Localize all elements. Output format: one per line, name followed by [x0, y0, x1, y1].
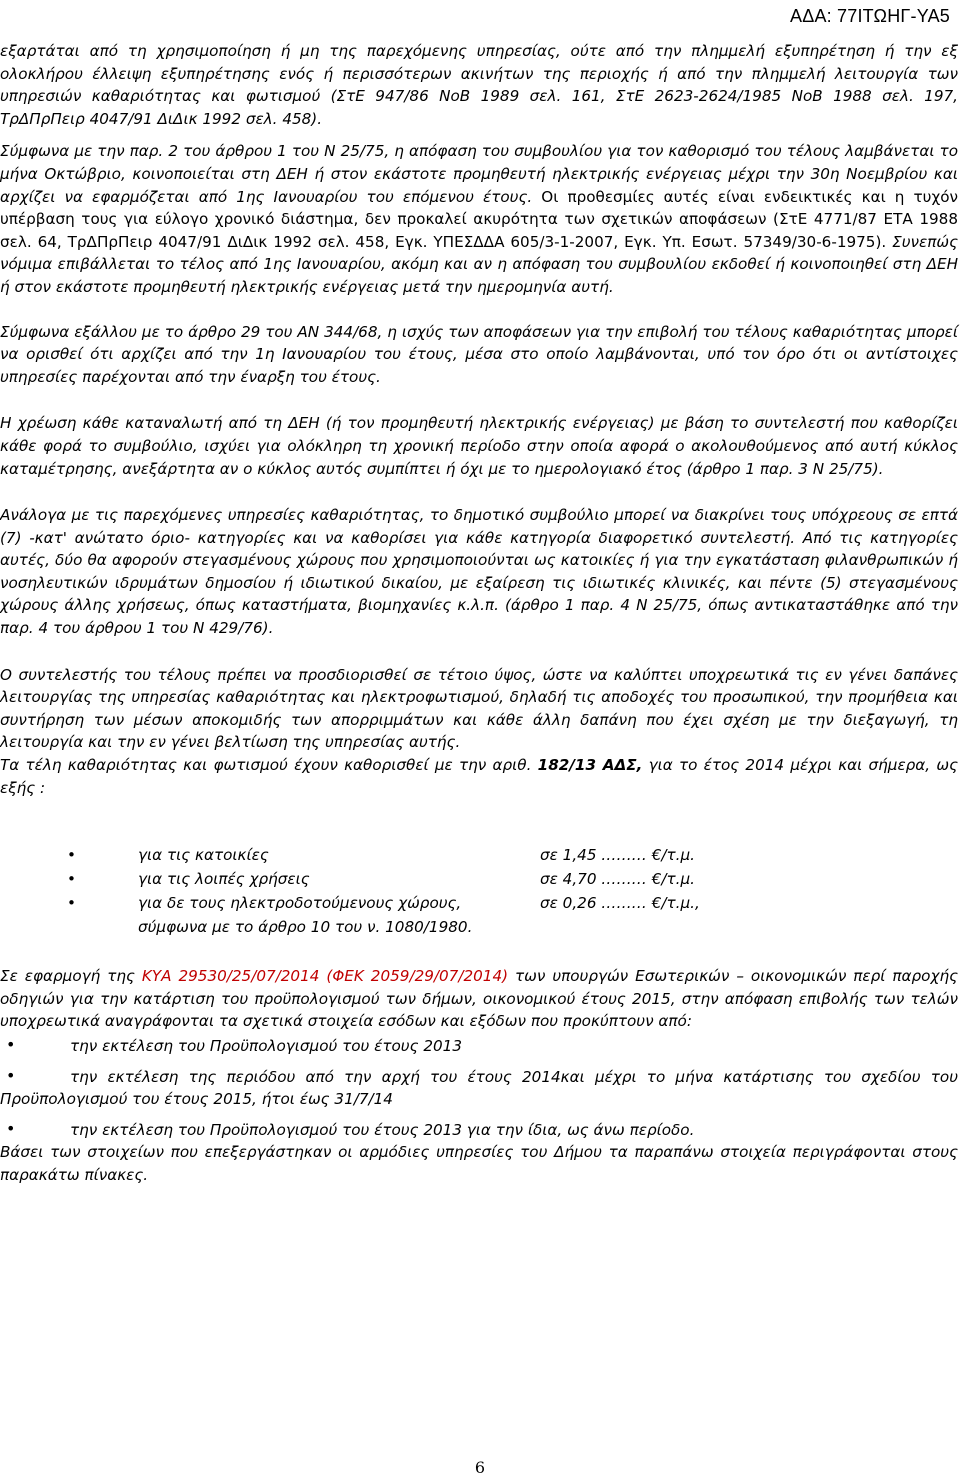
rate-label: για τις κατοικίες [138, 846, 269, 865]
rate-note: σύμφωνα με το άρθρο 10 του ν. 1080/1980. [138, 918, 473, 937]
paragraph-billing: Η χρέωση κάθε καταναλωτή από τη ΔΕΗ (ή τον προμηθευτή ηλεκτρικής ενέργειας) με βάση το συντελεστή που καθορίζει κάθε φορά το συμβούλιο, ισχύει για ολόκληρη τη χρονική περίοδο στην οποία αφορά ο ακολουθούμενος από αυτή κύκλος καταμέτρησης, ανεξάρτητα αν ο κύκλος αυτός συμπίπτει ή όχι με το ημερολογιακό έτος (άρθρο 1 παρ. 3 Ν 25/75). [0, 414, 958, 478]
paragraph-deadlines-part1: Σύμφωνα με την παρ. 2 του άρθρου 1 του Ν 25/75, η απόφαση του συμβουλίου για τον καθορισμό του τέλους λαμβάνεται το μήνα Οκτώβριο, κοινοποιείται στη ΔΕΗ ή στον εκάστοτε προμηθευτή ηλεκτρικής ενέργειας μέχρι την 30η Νοεμβρίου και αρχίζει να εφαρμόζεται από 1ης Ιανουαρίου του επόμενου έτους. [0, 142, 958, 206]
rate-item [0, 867, 958, 891]
paragraph-rates-intro: Τα τέλη καθαριότητας και φωτισμού έχουν καθορισθεί με την αριθ. 182/13 ΑΔΣ, για το έτος 2014 μέχρι και σήμερα, ως εξής : [0, 756, 958, 797]
rate-value: σε 1,45 ……… €/τ.μ. [540, 846, 695, 865]
rate-label: για τις λοιπές χρήσεις [138, 870, 310, 889]
rate-item [0, 891, 958, 915]
page-number: 6 [474, 1458, 486, 1477]
decision-number: 182/13 ΑΔΣ, [537, 756, 643, 775]
rate-value: σε 0,26 ……… €/τ.μ., [540, 894, 700, 913]
kya-reference: ΚΥΑ 29530/25/07/2014 (ΦΕΚ 2059/29/07/2014) [141, 967, 509, 986]
list-item: • την εκτέλεση του Προϋπολογισμού του έτους 2013 για την ίδια, ως άνω περίοδο. [6, 1118, 695, 1139]
paragraph-tables-intro: Βάσει των στοιχείων που επεξεργάστηκαν οι αρμόδιες υπηρεσίες του Δήμου τα παραπάνω στοιχεία περιγράφονται στους παρακάτω πίνακες. [0, 1143, 958, 1184]
list-item: • την εκτέλεση της περιόδου από την αρχή του έτους 2014και μέχρι το μήνα κατάρτισης του σχεδίου του Προϋπολογισμού του έτους 2015, ήτοι έως 31/7/14 [0, 1065, 958, 1109]
paragraph-deadlines [0, 140, 958, 298]
paragraph-categories: Ανάλογα με τις παρεχόμενες υπηρεσίες καθαριότητας, το δημοτικό συμβούλιο μπορεί να διακρίνει τους υπόχρεους σε επτά (7) -κατ' ανώτατο όριο- κατηγορίες και να καθορίσει για κάθε κατηγορία διαφορετικό συντελεστή. Από τις κατηγορίες αυτές, δύο θα αφορούν στεγασμένους χώρους που χρησιμοποιούνται ως κατοικίες ή για την εγκατάσταση φιλανθρωπικών ή νοσηλευτικών ιδρυμάτων δημοσίου ή ιδιωτικού δικαίου, με εξαίρεση τις ιδιωτικές κλινικές, και πέντε (5) στεγασμένους χώρους άλλης χρήσεως, όπως καταστήματα, βιομηχανίες κ.λ.π. (άρθρο 1 παρ. 4 Ν 25/75, όπως αντικαταστάθηκε από την παρ. 4 του άρθρου 1 του Ν 429/76). [0, 506, 958, 638]
list-item: • την εκτέλεση του Προϋπολογισμού του έτους 2013 [6, 1035, 462, 1055]
rate-note-row [0, 915, 958, 939]
paragraph-coefficient: Ο συντελεστής του τέλους πρέπει να προσδιορισθεί σε τέτοιο ύψος, ώστε να καλύπτει υποχρεωτικά τις εν γένει δαπάνες λειτουργίας της υπηρεσίας καθαριότητας και ηλεκτροφωτισμού, δηλαδή τις αποδοχές του προσωπικού, την προμήθεια και συντήρηση των μέσων αποκομιδής των απορριμμάτων και κάθε άλλη δαπάνη που έχει σχέση με την διεξαγωγή, τη λειτουργία και την εν γένει βελτίωση της υπηρεσίας αυτής. [0, 665, 958, 752]
bullet-icon: • [6, 1118, 16, 1138]
bullet-icon: • [6, 1035, 16, 1054]
paragraph-validity: Σύμφωνα εξάλλου με το άρθρο 29 του ΑΝ 344/68, η ισχύς των αποφάσεων για την επιβολή του τέλους καθαριότητας μπορεί να ορισθεί ότι αρχίζει από την 1η Ιανουαρίου του έτους, μέσα στο οποίο λαμβάνονται, υπό τον όρο ότι οι αντίστοιχες υπηρεσίες παρέχονται από την έναρξη του έτους. [0, 322, 958, 386]
rates-list [0, 843, 958, 939]
rate-value: σε 4,70 ……… €/τ.μ. [540, 870, 695, 889]
bullet-icon: • [67, 870, 76, 889]
rate-label: για δε τους ηλεκτροδοτούμενους χώρους, [138, 894, 462, 913]
paragraph-kya: Σε εφαρμογή της ΚΥΑ 29530/25/07/2014 (ΦΕΚ 2059/29/07/2014) των υπουργών Εσωτερικών – οικονομικών περί παροχής οδηγιών για την κατάρτιση του προϋπολογισμού των δήμων, οικονομικού έτους 2015, στην απόφαση επιβολής των τελών υποχρεωτικά αναγράφονται τα σχετικά στοιχεία εσόδων και εξόδων που προκύπτουν από: [0, 967, 958, 1031]
rate-item [0, 843, 958, 867]
paragraph-deadlines-part3: Συνεπώς νόμιμα επιβάλλεται το τέλος από 1ης Ιανουαρίου, ακόμη και αν η απόφαση του συμβουλίου εκδοθεί ή κοινοποιηθεί στη ΔΕΗ ή στον εκάστοτε προμηθευτή ηλεκτρικής ενέργειας μετά την ημερομηνία αυτή. [0, 232, 959, 296]
paragraph-jurisprudence: εξαρτάται από τη χρησιμοποίηση ή μη της παρεχόμενης υπηρεσίας, ούτε από την πλημμελή εξυπηρέτηση ή την εξ ολοκλήρου έλλειψη εξυπηρέτησης ενός ή περισσότερων ακινήτων της περιοχής ή από την πλημμελή λειτουργία των υπηρεσιών καθαριότητας και φωτισμού (ΣτΕ 947/86 ΝοΒ 1989 σελ. 161, ΣτΕ 2623-2624/1985 ΝοΒ 1988 σελ. 197, ΤρΔΠρΠειρ 4047/91 ΔιΔικ 1992 σελ. 458). [0, 42, 958, 128]
document-body [0, 40, 958, 1187]
ada-code: ΑΔΑ: 77ΙΤΩΗΓ-ΥΑ5 [790, 6, 950, 26]
bullet-icon: • [67, 846, 76, 865]
bullet-icon: • [6, 1065, 16, 1085]
bullet-icon: • [67, 894, 76, 913]
paragraph-deadlines-part2: Οι προθεσμίες αυτές είναι ενδεικτικές και η τυχόν υπέρβαση τους για εύλογο χρονικό διάστημα, δεν προκαλεί ακυρότητα των σχετικών αποφάσεων (ΣτΕ 4771/87 ΕΤΑ 1988 σελ. 64, ΤρΔΠρΠειρ 4047/91 ΔιΔικ 1992 σελ. 458, Εγκ. ΥΠΕΣΔΔΑ 605/3-1-2007, Εγκ. Υπ. Εσωτ. 57349/30-6-1975). [0, 187, 958, 251]
